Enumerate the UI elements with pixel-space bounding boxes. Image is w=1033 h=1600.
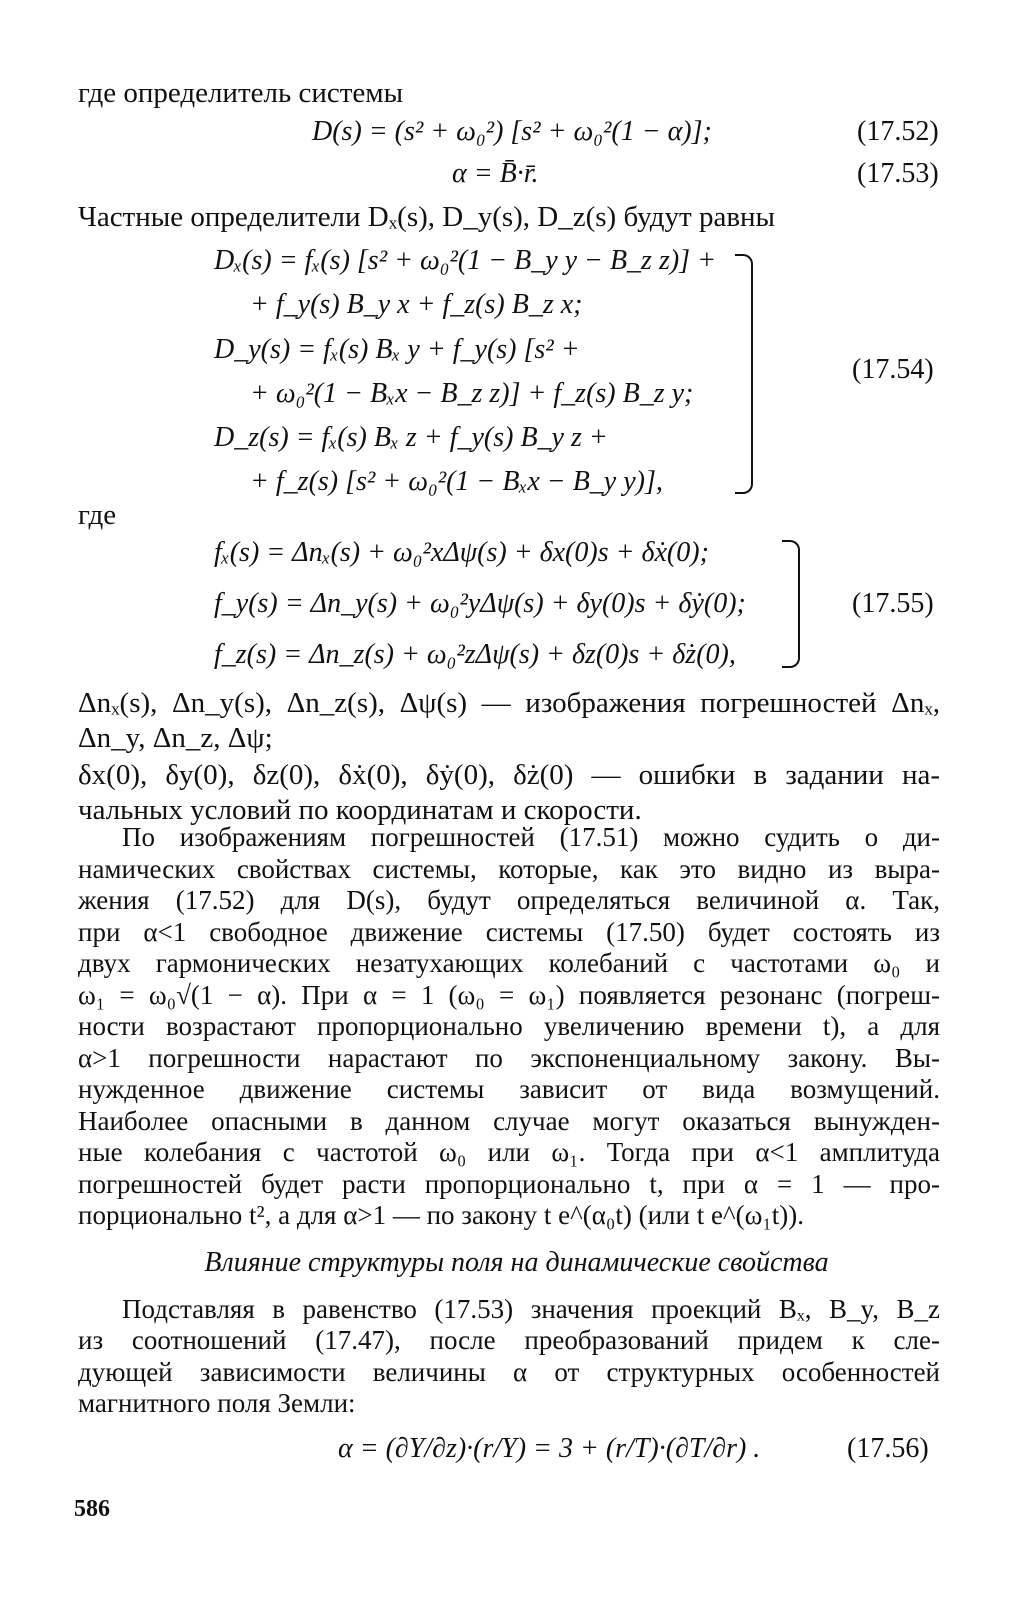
paragraph1-line-13: порционально t², а для α>1 — по закону t e^(α₀t) (или t e^(ω₁t)). [78, 1200, 805, 1230]
paragraph1-line-9: нужденное движение системы зависит от вида возмущений. [78, 1074, 940, 1104]
paragraph1-line-12: погрешностей будет расти пропорционально t, при α = 1 — про- [78, 1168, 940, 1199]
paragraph2-line-4: магнитного поля Земли: [78, 1388, 356, 1418]
paragraph1-line-1: По изображениям погрешностей (17.51) можно судить о ди- [122, 822, 940, 852]
paragraph2-line-1: Подставляя в равенство (17.53) значения проекций Bₓ, B_y, B_z [122, 1293, 940, 1324]
equation-number-17-53: (17.53) [857, 158, 939, 189]
equation-17-52: D(s) = (s² + ω₀²) [s² + ω₀²(1 − α)]; [312, 116, 712, 147]
where-label: где [78, 499, 117, 531]
equation-dy-line-2: + ω₀²(1 − Bₓx − B_z z)] + f_z(s) B_z y; [250, 378, 694, 409]
equation-dx-line-2: + f_y(s) B_y x + f_z(s) B_z x; [250, 289, 583, 320]
equation-fz: f_z(s) = Δn_z(s) + ω₀²zΔψ(s) + δz(0)s + δż(0), [214, 639, 736, 670]
equation-number-17-55: (17.55) [852, 588, 934, 619]
equation-17-53: α = B̄·r̄. [452, 158, 539, 189]
equation-fy: f_y(s) = Δn_y(s) + ω₀²yΔψ(s) + δy(0)s + δẏ(0); [214, 588, 746, 619]
equation-dz-line-1: D_z(s) = fₓ(s) Bₓ z + f_y(s) B_y z + [214, 422, 608, 453]
equation-number-17-54: (17.54) [852, 354, 934, 385]
definitions-line-2: Δn_y, Δn_z, Δψ; [78, 722, 273, 754]
partial-determinants-line: Частные определители Dₓ(s), D_y(s), D_z(s) будут равны [78, 201, 776, 233]
paragraph1-line-3: жения (17.52) для D(s), будут определяться величиной α. Так, [78, 885, 940, 915]
definitions-line-4: чальных условий по координатам и скорости. [78, 794, 642, 826]
intro-line: где определитель системы [78, 77, 404, 109]
paragraph1-line-4: при α<1 свободное движение системы (17.50) будет состоять из [78, 916, 940, 947]
paragraph1-line-6: ω₁ = ω₀√(1 − α). При α = 1 (ω₀ = ω₁) появляется резонанс (погреш- [78, 979, 940, 1010]
brace-17-55 [782, 540, 800, 668]
paragraph1-line-2: намических свойствах системы, которые, как это видно из выра- [78, 853, 940, 884]
equation-number-17-56: (17.56) [847, 1432, 929, 1464]
paragraph2-line-3: дующей зависимости величины α от структурных особенностей [78, 1356, 940, 1387]
equation-dy-line-1: D_y(s) = fₓ(s) Bₓ y + f_y(s) [s² + [214, 334, 580, 365]
equation-dz-line-2: + f_z(s) [s² + ω₀²(1 − Bₓx − B_y y)], [250, 466, 663, 497]
paragraph1-line-5: двух гармонических незатухающих колебаний с частотами ω₀ и [78, 948, 940, 978]
equation-17-56: α = (∂Y/∂z)·(r/Y) = 3 + (r/T)·(∂T/∂r) . [338, 1432, 761, 1464]
paragraph1-line-7: ности возрастают пропорционально увеличению времени t), а для [78, 1011, 940, 1041]
paragraph1-line-11: ные колебания с частотой ω₀ или ω₁. Тогда при α<1 амплитуда [78, 1137, 940, 1167]
section-heading: Влияние структуры поля на динамические свойства [204, 1246, 829, 1278]
paragraph2-line-2: из соотношений (17.47), после преобразований придем к сле- [78, 1325, 940, 1355]
brace-17-54 [735, 254, 753, 494]
equation-number-17-52: (17.52) [857, 116, 939, 147]
equation-fx: fₓ(s) = Δnₓ(s) + ω₀²xΔψ(s) + δx(0)s + δẋ(0); [214, 537, 709, 568]
definitions-line-3: δx(0), δy(0), δz(0), δẋ(0), δẏ(0), δż(0) — ошибки в задании на- [78, 759, 940, 791]
definitions-line-1: Δnₓ(s), Δn_y(s), Δn_z(s), Δψ(s) — изображения погрешностей Δnₓ, [78, 687, 940, 719]
paragraph1-line-8: α>1 погрешности нарастают по экспоненциальному закону. Вы- [78, 1042, 940, 1073]
equation-dx-line-1: Dₓ(s) = fₓ(s) [s² + ω₀²(1 − B_y y − B_z z)] + [214, 245, 716, 276]
page-number: 586 [74, 1495, 110, 1522]
paragraph1-line-10: Наиболее опасными в данном случае могут оказаться вынужден- [78, 1105, 940, 1136]
